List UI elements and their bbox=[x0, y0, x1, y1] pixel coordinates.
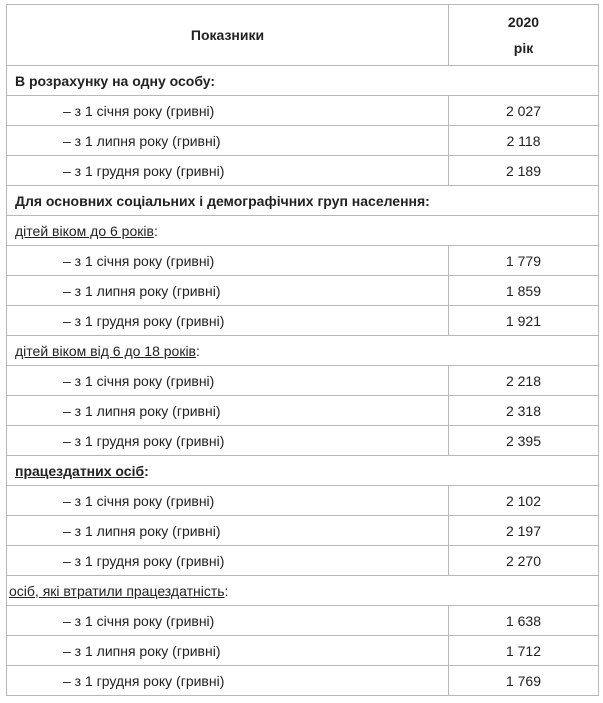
group-title-suffix: : bbox=[153, 222, 158, 239]
table-header-row bbox=[7, 5, 599, 66]
table-row bbox=[7, 96, 599, 126]
row-label: – з 1 січня року (гривні) bbox=[7, 366, 449, 396]
section-title: В розрахунку на одну особу: bbox=[7, 66, 599, 96]
table-row bbox=[7, 546, 599, 576]
row-label: – з 1 липня року (гривні) bbox=[7, 516, 449, 546]
table-row bbox=[7, 366, 599, 396]
section-row-groups bbox=[7, 186, 599, 216]
group-title-suffix: : bbox=[224, 582, 229, 599]
row-value: 1 638 bbox=[449, 606, 599, 636]
row-label: – з 1 січня року (гривні) bbox=[7, 606, 449, 636]
group-title-link[interactable]: дітей віком до 6 років bbox=[15, 222, 154, 239]
row-value: 1 712 bbox=[449, 636, 599, 666]
table-row bbox=[7, 606, 599, 636]
row-value: 2 270 bbox=[449, 546, 599, 576]
row-value: 2 102 bbox=[449, 486, 599, 516]
subsistence-minimum-table bbox=[6, 4, 599, 696]
row-value: 2 189 bbox=[449, 156, 599, 186]
group-title-link[interactable]: дітей віком від 6 до 18 років bbox=[15, 342, 196, 359]
section-row-per-person bbox=[7, 66, 599, 96]
row-value: 1 921 bbox=[449, 306, 599, 336]
year-column-header bbox=[449, 5, 599, 66]
year-unit: рік bbox=[513, 40, 534, 56]
table-row bbox=[7, 666, 599, 696]
group-title-link[interactable]: осіб, які втратили працездатність bbox=[9, 582, 225, 599]
table-row bbox=[7, 426, 599, 456]
row-label: – з 1 липня року (гривні) bbox=[7, 396, 449, 426]
row-label: – з 1 липня року (гривні) bbox=[7, 636, 449, 666]
table-row bbox=[7, 126, 599, 156]
table-row bbox=[7, 396, 599, 426]
group-title-link[interactable]: працездатних осіб bbox=[15, 462, 145, 479]
row-label: – з 1 січня року (гривні) bbox=[7, 486, 449, 516]
row-value: 1 769 bbox=[449, 666, 599, 696]
year-label: 2020 bbox=[507, 14, 540, 30]
row-label: – з 1 грудня року (гривні) bbox=[7, 666, 449, 696]
table-row bbox=[7, 516, 599, 546]
group-row-children-under-6 bbox=[7, 216, 599, 246]
row-value: 1 859 bbox=[449, 276, 599, 306]
table-row bbox=[7, 486, 599, 516]
section-title: Для основних соціальних і демографічних груп населення: bbox=[7, 186, 599, 216]
indicator-column-header: Показники bbox=[7, 5, 449, 66]
row-label: – з 1 грудня року (гривні) bbox=[7, 306, 449, 336]
row-label: – з 1 грудня року (гривні) bbox=[7, 426, 449, 456]
row-label: – з 1 грудня року (гривні) bbox=[7, 156, 449, 186]
table-row bbox=[7, 246, 599, 276]
row-value: 2 027 bbox=[449, 96, 599, 126]
row-label: – з 1 грудня року (гривні) bbox=[7, 546, 449, 576]
table-row bbox=[7, 156, 599, 186]
row-label: – з 1 січня року (гривні) bbox=[7, 96, 449, 126]
row-value: 2 118 bbox=[449, 126, 599, 156]
group-title-suffix: : bbox=[196, 342, 200, 359]
group-row-able-bodied bbox=[7, 456, 599, 486]
table-row bbox=[7, 636, 599, 666]
table-row bbox=[7, 276, 599, 306]
table-row bbox=[7, 306, 599, 336]
row-label: – з 1 липня року (гривні) bbox=[7, 276, 449, 306]
row-value: 2 218 bbox=[449, 366, 599, 396]
group-row-disabled bbox=[7, 576, 599, 606]
row-value: 1 779 bbox=[449, 246, 599, 276]
row-label: – з 1 липня року (гривні) bbox=[7, 126, 449, 156]
row-value: 2 197 bbox=[449, 516, 599, 546]
row-value: 2 318 bbox=[449, 396, 599, 426]
row-label: – з 1 січня року (гривні) bbox=[7, 246, 449, 276]
group-title-suffix: : bbox=[144, 462, 149, 479]
group-row-children-6-to-18 bbox=[7, 336, 599, 366]
row-value: 2 395 bbox=[449, 426, 599, 456]
